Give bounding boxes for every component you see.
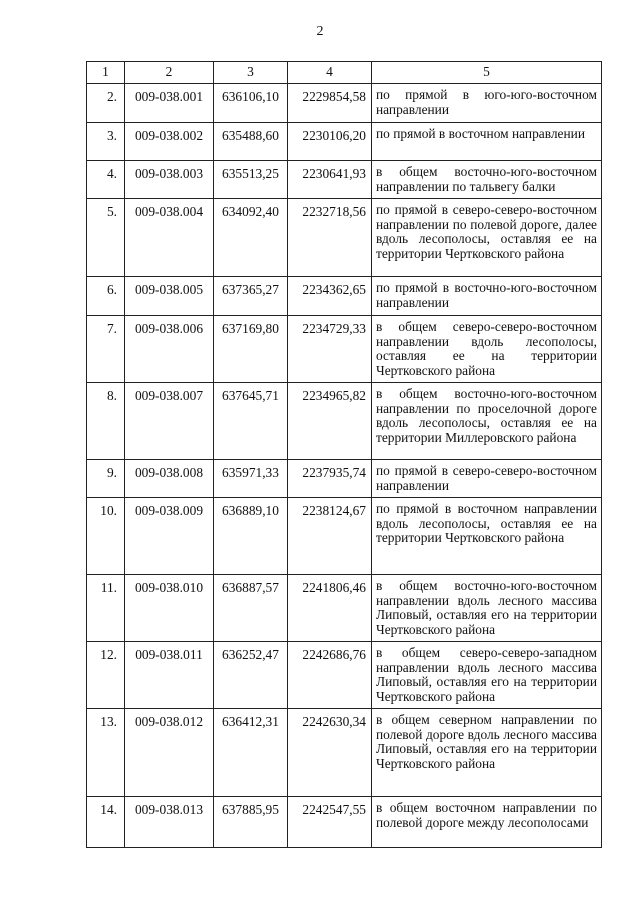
point-code: 009-038.009 bbox=[125, 498, 214, 575]
point-code: 009-038.004 bbox=[125, 199, 214, 277]
boundary-description: в общем северном направлении по полевой дороге вдоль лесного массива Липовый, оставляя его на территории Чертковского района bbox=[372, 709, 602, 797]
point-code: 009-038.011 bbox=[125, 642, 214, 709]
row-number: 8. bbox=[87, 383, 125, 460]
table-row bbox=[87, 797, 602, 848]
point-code: 009-038.008 bbox=[125, 460, 214, 498]
row-number: 11. bbox=[87, 575, 125, 642]
point-code: 009-038.013 bbox=[125, 797, 214, 848]
row-number: 2. bbox=[87, 84, 125, 123]
boundary-description: в общем северо-северо-восточном направлении вдоль лесополосы, оставляя ее на территории Чертковского района bbox=[372, 316, 602, 383]
boundary-description: в общем восточно-юго-восточном направлении по тальвегу балки bbox=[372, 161, 602, 199]
table-row bbox=[87, 316, 602, 383]
table-row bbox=[87, 575, 602, 642]
coord-x: 636252,47 bbox=[214, 642, 288, 709]
boundary-description: по прямой в восточном направлении вдоль лесополосы, оставляя ее на территории Чертковского района bbox=[372, 498, 602, 575]
coord-y: 2229854,58 bbox=[288, 84, 372, 123]
coord-x: 637365,27 bbox=[214, 277, 288, 316]
coord-y: 2234362,65 bbox=[288, 277, 372, 316]
row-number: 6. bbox=[87, 277, 125, 316]
coord-x: 635971,33 bbox=[214, 460, 288, 498]
coord-x: 636106,10 bbox=[214, 84, 288, 123]
coord-y: 2238124,67 bbox=[288, 498, 372, 575]
row-number: 9. bbox=[87, 460, 125, 498]
boundary-description: по прямой в восточно-юго-восточном направлении bbox=[372, 277, 602, 316]
column-header: 3 bbox=[214, 62, 288, 84]
table-row bbox=[87, 460, 602, 498]
boundary-description: по прямой в северо-северо-восточном направлении по полевой дороге, далее вдоль лесополосы, оставляя ее на территории Чертковского района bbox=[372, 199, 602, 277]
point-code: 009-038.002 bbox=[125, 123, 214, 161]
row-number: 13. bbox=[87, 709, 125, 797]
coord-y: 2230106,20 bbox=[288, 123, 372, 161]
coord-x: 636889,10 bbox=[214, 498, 288, 575]
row-number: 14. bbox=[87, 797, 125, 848]
coord-x: 634092,40 bbox=[214, 199, 288, 277]
boundary-description: по прямой в северо-северо-восточном направлении bbox=[372, 460, 602, 498]
coord-x: 635513,25 bbox=[214, 161, 288, 199]
column-header: 4 bbox=[288, 62, 372, 84]
coord-y: 2232718,56 bbox=[288, 199, 372, 277]
coord-x: 637645,71 bbox=[214, 383, 288, 460]
coord-x: 637169,80 bbox=[214, 316, 288, 383]
page-number: 2 bbox=[316, 24, 324, 39]
coord-y: 2237935,74 bbox=[288, 460, 372, 498]
coord-x: 637885,95 bbox=[214, 797, 288, 848]
table-row bbox=[87, 199, 602, 277]
column-header: 2 bbox=[125, 62, 214, 84]
table-row bbox=[87, 709, 602, 797]
coord-y: 2242630,34 bbox=[288, 709, 372, 797]
table-row bbox=[87, 277, 602, 316]
table-row bbox=[87, 161, 602, 199]
boundary-table bbox=[86, 61, 602, 848]
coord-x: 635488,60 bbox=[214, 123, 288, 161]
boundary-description: по прямой в юго-юго-восточном направлении bbox=[372, 84, 602, 123]
point-code: 009-038.012 bbox=[125, 709, 214, 797]
table-row bbox=[87, 642, 602, 709]
coord-y: 2242547,55 bbox=[288, 797, 372, 848]
boundary-description: по прямой в восточном направлении bbox=[372, 123, 602, 161]
table-row bbox=[87, 84, 602, 123]
row-number: 10. bbox=[87, 498, 125, 575]
point-code: 009-038.010 bbox=[125, 575, 214, 642]
coord-y: 2234729,33 bbox=[288, 316, 372, 383]
row-number: 3. bbox=[87, 123, 125, 161]
coord-x: 636887,57 bbox=[214, 575, 288, 642]
boundary-description: в общем восточно-юго-восточном направлении вдоль лесного массива Липовый, оставляя его на территории Чертковского района bbox=[372, 575, 602, 642]
row-number: 7. bbox=[87, 316, 125, 383]
table-row bbox=[87, 123, 602, 161]
coord-y: 2241806,46 bbox=[288, 575, 372, 642]
row-number: 4. bbox=[87, 161, 125, 199]
point-code: 009-038.006 bbox=[125, 316, 214, 383]
column-header: 5 bbox=[372, 62, 602, 84]
coord-y: 2230641,93 bbox=[288, 161, 372, 199]
column-header: 1 bbox=[87, 62, 125, 84]
point-code: 009-038.005 bbox=[125, 277, 214, 316]
coord-y: 2242686,76 bbox=[288, 642, 372, 709]
boundary-description: в общем восточно-юго-восточном направлении по проселочной дороге вдоль лесополосы, оставляя ее на территории Миллеровского района bbox=[372, 383, 602, 460]
boundary-description: в общем восточном направлении по полевой дороге между лесополосами bbox=[372, 797, 602, 848]
coord-y: 2234965,82 bbox=[288, 383, 372, 460]
table-row bbox=[87, 383, 602, 460]
row-number: 5. bbox=[87, 199, 125, 277]
boundary-description: в общем северо-северо-западном направлении вдоль лесного массива Липовый, оставляя его на территории Чертковского района bbox=[372, 642, 602, 709]
point-code: 009-038.001 bbox=[125, 84, 214, 123]
table-row bbox=[87, 498, 602, 575]
point-code: 009-038.003 bbox=[125, 161, 214, 199]
point-code: 009-038.007 bbox=[125, 383, 214, 460]
coord-x: 636412,31 bbox=[214, 709, 288, 797]
row-number: 12. bbox=[87, 642, 125, 709]
table-header-row bbox=[87, 62, 602, 84]
